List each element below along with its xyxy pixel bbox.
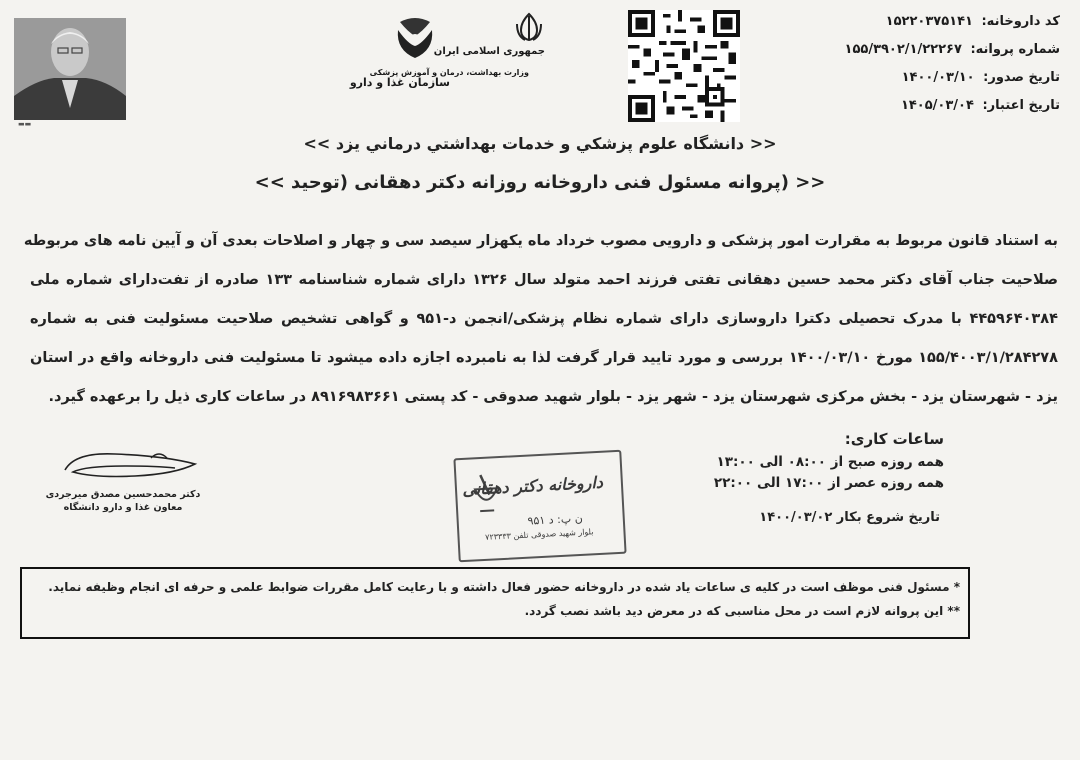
license-meta (730, 8, 1060, 120)
ministry-line2: وزارت بهداشت، درمان و آموزش پزشکی (369, 68, 529, 77)
evening-hours: همه روزه عصر از ۱۷:۰۰ الی ۲۲:۰۰ (713, 475, 944, 491)
morning-hours: همه روزه صبح از ۰۸:۰۰ الی ۱۳:۰۰ (716, 454, 944, 470)
license-body (23, 222, 1058, 417)
pharmacy-code-label: کد داروخانه: (981, 14, 1060, 29)
food-drug-logo-icon (392, 16, 438, 60)
issue-date-row (730, 64, 1060, 92)
food-drug-org-name: سازمان غذا و دارو (349, 76, 450, 89)
license-number-row (730, 36, 1060, 64)
body-line: ۱۵۵/۴۰۰۳/۱/۲۸۴۲۷۸ مورخ ۱۴۰۰/۰۳/۱۰ بررسی و مورد تایید قرار گرفت لذا به نامبرده اجازه داده میشود تا مسئولیت فنی داروخانه واقع در استان (30, 350, 1058, 366)
body-line: یزد - شهرستان یزد - بخش مرکزی شهرستان یزد - شهر یزد - بلوار شهید صدوقی - کد پستی ۸۹۱۶۹۸۳۶۶۱ در ساعات کاری ذیل را برعهده گیرد. (48, 389, 1058, 405)
notes-box (20, 567, 970, 639)
stamp-pharmacy-name: داروخانه دکتر دهقانی (461, 472, 604, 500)
ministry-header (349, 10, 605, 100)
ministry-line1: جمهوری اسلامی ایران (433, 46, 545, 57)
issue-date-label: تاریخ صدور: (983, 70, 1060, 85)
qr-code-icon (628, 10, 740, 122)
stamp-address: بلوار شهید صدوقی تلفن ۷۲۳۳۳۳ (484, 527, 594, 542)
signatory-title: معاون غذا و دارو دانشگاه (63, 502, 183, 513)
validity-date-row (730, 92, 1060, 120)
note-item: ** این پروانه لازم است در محل مناسبی که در معرض دید باشد نصب گردد. (524, 604, 960, 618)
body-line: ۴۴۵۹۶۴۰۳۸۴ با مدرک تحصیلی دکترا داروسازی دارای شماره نظام پزشکی/انجمن د-۹۵۱ و گواهی تشخیص صلاحیت مسئولیت فنی به شماره (30, 311, 1058, 327)
issue-date-value: ۱۴۰۰/۰۳/۱۰ (901, 70, 975, 85)
pharmacy-code-row (730, 8, 1060, 36)
photo-mark: ▬▬ (18, 120, 32, 128)
iran-emblem-icon (515, 12, 543, 42)
working-hours (644, 430, 944, 494)
stamp-license-code: ن پ: د ۹۵۱ (527, 511, 584, 528)
university-heading: << دانشگاه علوم پزشكي و خدمات بهداشتي درماني يزد >> (303, 134, 777, 153)
working-hours-title: ساعات کاری: (844, 430, 944, 448)
signatory-block (38, 488, 208, 514)
pharmacy-code-value: ۱۵۲۲۰۳۷۵۱۴۱ (885, 14, 973, 29)
license-number-value: ۱۵۵/۳۹۰۲/۱/۲۲۲۶۷ (844, 42, 962, 57)
holder-photo (14, 18, 126, 120)
validity-date-value: ۱۴۰۵/۰۳/۰۴ (900, 98, 974, 113)
validity-date-label: تاریخ اعتبار: (982, 98, 1060, 113)
start-date: تاریخ شروع بکار ۱۴۰۰/۰۳/۰۲ (759, 510, 940, 525)
body-line: به استناد قانون مربوط به مقرارت امور پزشکی و دارویی مصوب خرداد ماه یکهزار سیصد سی و چهار و اصلاحات بعدی آن و آیین نامه های مربوطه (23, 233, 1058, 249)
license-number-label: شماره پروانه: (970, 42, 1060, 57)
license-title: << (پروانه مسئول فنی داروخانه روزانه دکتر دهقانی (توحید >> (254, 172, 826, 193)
signatory-name: دکتر محمدحسین مصدق میرجردی (45, 489, 201, 500)
pharmacy-stamp (453, 450, 626, 563)
body-line: صلاحیت جناب آقای دکتر محمد حسین دهقانی تفتی فرزند احمد متولد سال ۱۳۲۶ دارای شماره شناسنامه ۱۳۳ صادره از تفت‌دارای شماره ملی (30, 272, 1058, 288)
note-item: * مسئول فنی موظف است در کلیه ی ساعات یاد شده در داروخانه حضور فعال داشته و با رعایت کامل مقررات ضوابط علمی و حرفه ای انجام وظیفه نماید. (48, 580, 960, 594)
